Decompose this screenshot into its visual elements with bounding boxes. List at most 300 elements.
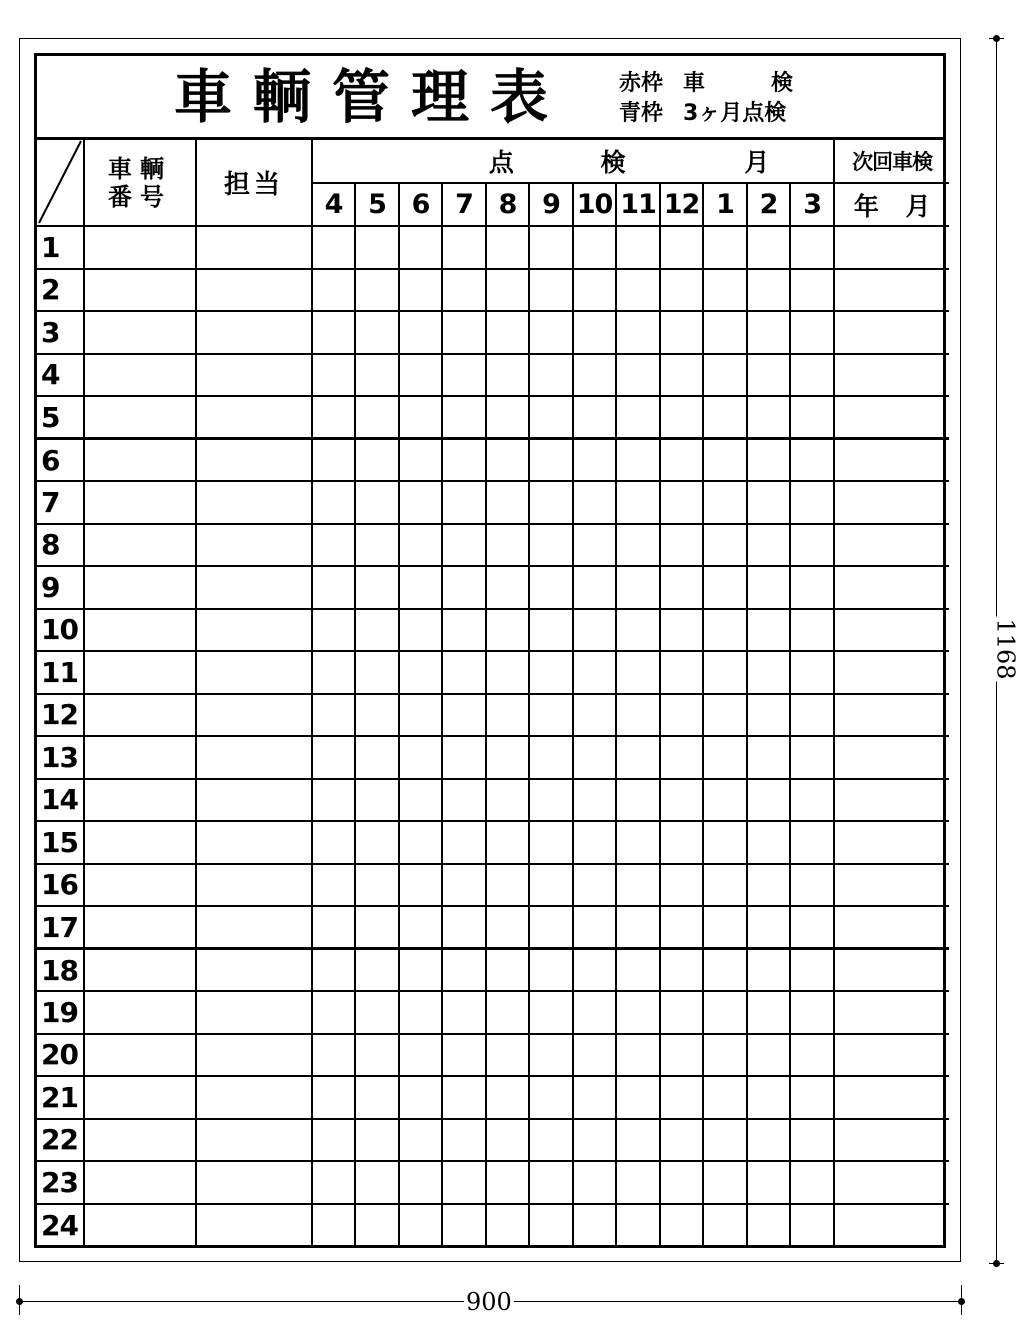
header-inspection-month-char-1: 点 — [488, 148, 514, 177]
month-check-cell — [486, 651, 529, 694]
month-check-cell — [399, 864, 442, 907]
month-check-cell — [399, 396, 442, 439]
month-check-cell — [790, 736, 834, 779]
person-cell — [196, 694, 312, 737]
month-check-cell — [790, 1161, 834, 1204]
month-check-cell — [399, 1161, 442, 1204]
month-check-cell — [703, 566, 747, 609]
header-inspection-month-char-3: 月 — [744, 148, 770, 177]
month-check-cell — [529, 269, 573, 312]
vehicle-number-cell — [84, 1034, 196, 1077]
header-month-11: 2 — [747, 183, 790, 226]
month-check-cell — [616, 906, 660, 949]
month-check-cell — [703, 949, 747, 992]
height-dimension-label: 1168 — [991, 618, 1020, 680]
month-check-cell — [573, 1034, 616, 1077]
month-check-cell — [747, 566, 790, 609]
table-row — [37, 481, 949, 524]
month-check-cell — [703, 396, 747, 439]
month-check-cell — [355, 906, 399, 949]
month-check-cell — [616, 1119, 660, 1162]
month-check-cell — [790, 906, 834, 949]
month-check-cell — [529, 566, 573, 609]
month-check-cell — [573, 821, 616, 864]
month-check-cell — [790, 1076, 834, 1119]
month-check-cell — [399, 1119, 442, 1162]
month-check-cell — [616, 694, 660, 737]
month-check-cell — [660, 439, 703, 482]
month-check-cell — [616, 226, 660, 269]
header-month-12: 3 — [790, 183, 834, 226]
month-check-cell — [747, 651, 790, 694]
month-check-cell — [660, 566, 703, 609]
month-check-cell — [790, 354, 834, 397]
month-check-cell — [616, 651, 660, 694]
person-cell — [196, 1204, 312, 1247]
month-check-cell — [312, 694, 355, 737]
month-check-cell — [703, 226, 747, 269]
width-dimension-right-dot — [958, 1298, 965, 1305]
vehicle-number-cell — [84, 396, 196, 439]
row-number: 24 — [37, 1204, 84, 1247]
month-check-cell — [790, 609, 834, 652]
next-inspection-cell — [834, 821, 949, 864]
month-check-cell — [486, 269, 529, 312]
row-number: 21 — [37, 1076, 84, 1119]
month-check-cell — [747, 396, 790, 439]
month-check-cell — [660, 1161, 703, 1204]
month-check-cell — [616, 779, 660, 822]
month-check-cell — [790, 694, 834, 737]
table-row — [37, 1119, 949, 1162]
row-number: 17 — [37, 906, 84, 949]
month-check-cell — [442, 991, 486, 1034]
month-check-cell — [486, 821, 529, 864]
month-check-cell — [790, 1204, 834, 1247]
month-check-cell — [312, 609, 355, 652]
month-check-cell — [486, 524, 529, 567]
month-check-cell — [616, 1034, 660, 1077]
month-check-cell — [355, 736, 399, 779]
vehicle-number-cell — [84, 906, 196, 949]
person-cell — [196, 779, 312, 822]
month-check-cell — [747, 864, 790, 907]
month-check-cell — [486, 1034, 529, 1077]
corner-diagonal-line — [37, 140, 82, 224]
month-check-cell — [312, 949, 355, 992]
month-check-cell — [790, 481, 834, 524]
vehicle-number-cell — [84, 524, 196, 567]
month-check-cell — [529, 226, 573, 269]
table-row — [37, 906, 949, 949]
month-check-cell — [312, 651, 355, 694]
next-inspection-cell — [834, 269, 949, 312]
vehicle-number-cell — [84, 736, 196, 779]
month-check-cell — [486, 354, 529, 397]
header-month-3: 6 — [399, 183, 442, 226]
month-check-cell — [616, 1076, 660, 1119]
month-check-cell — [616, 821, 660, 864]
table-row — [37, 949, 949, 992]
table-row — [37, 354, 949, 397]
month-check-cell — [486, 1161, 529, 1204]
month-check-cell — [529, 1204, 573, 1247]
month-check-cell — [486, 439, 529, 482]
vehicle-number-cell — [84, 821, 196, 864]
month-check-cell — [442, 226, 486, 269]
header-month-9: 12 — [660, 183, 703, 226]
month-check-cell — [660, 949, 703, 992]
month-check-cell — [616, 736, 660, 779]
width-dimension-label: 900 — [466, 1288, 512, 1316]
month-check-cell — [703, 524, 747, 567]
month-check-cell — [616, 311, 660, 354]
month-check-cell — [660, 1204, 703, 1247]
month-check-cell — [486, 1119, 529, 1162]
month-check-cell — [703, 736, 747, 779]
month-check-cell — [790, 439, 834, 482]
month-check-cell — [399, 694, 442, 737]
month-check-cell — [747, 269, 790, 312]
month-check-cell — [573, 736, 616, 779]
month-check-cell — [703, 821, 747, 864]
person-cell — [196, 566, 312, 609]
month-check-cell — [399, 439, 442, 482]
person-cell — [196, 991, 312, 1034]
month-check-cell — [312, 226, 355, 269]
month-check-cell — [399, 609, 442, 652]
month-check-cell — [703, 694, 747, 737]
vehicle-number-cell — [84, 354, 196, 397]
month-check-cell — [312, 269, 355, 312]
month-check-cell — [660, 396, 703, 439]
month-check-cell — [355, 1204, 399, 1247]
month-check-cell — [747, 821, 790, 864]
month-check-cell — [660, 821, 703, 864]
month-check-cell — [790, 864, 834, 907]
vehicle-number-cell — [84, 779, 196, 822]
month-check-cell — [747, 226, 790, 269]
month-check-cell — [355, 651, 399, 694]
next-inspection-cell — [834, 779, 949, 822]
month-check-cell — [399, 736, 442, 779]
person-cell — [196, 439, 312, 482]
header-month-2: 5 — [355, 183, 399, 226]
month-check-cell — [573, 651, 616, 694]
month-check-cell — [399, 566, 442, 609]
month-check-cell — [747, 1204, 790, 1247]
month-check-cell — [399, 821, 442, 864]
month-check-cell — [703, 864, 747, 907]
row-number: 13 — [37, 736, 84, 779]
month-check-cell — [703, 1119, 747, 1162]
row-number: 15 — [37, 821, 84, 864]
month-check-cell — [355, 311, 399, 354]
month-check-cell — [790, 991, 834, 1034]
next-inspection-cell — [834, 354, 949, 397]
next-inspection-cell — [834, 524, 949, 567]
height-dimension-bottom-dot — [993, 1260, 1000, 1267]
row-number: 1 — [37, 226, 84, 269]
month-check-cell — [529, 1076, 573, 1119]
month-check-cell — [747, 524, 790, 567]
header-next-inspection: 次回車検 — [834, 140, 949, 183]
header-month-8: 11 — [616, 183, 660, 226]
month-check-cell — [486, 736, 529, 779]
person-cell — [196, 1161, 312, 1204]
board-title: 車輌管理表 — [174, 63, 570, 131]
table-row — [37, 609, 949, 652]
month-check-cell — [747, 1034, 790, 1077]
month-check-cell — [399, 524, 442, 567]
month-check-cell — [660, 269, 703, 312]
month-check-cell — [616, 439, 660, 482]
month-check-cell — [355, 524, 399, 567]
month-check-cell — [486, 906, 529, 949]
month-check-cell — [573, 779, 616, 822]
month-check-cell — [442, 311, 486, 354]
table-row — [37, 396, 949, 439]
next-inspection-cell — [834, 396, 949, 439]
month-check-cell — [573, 609, 616, 652]
month-check-cell — [486, 694, 529, 737]
month-check-cell — [312, 1204, 355, 1247]
month-check-cell — [312, 481, 355, 524]
table-row — [37, 1034, 949, 1077]
month-check-cell — [703, 311, 747, 354]
table-row — [37, 821, 949, 864]
month-check-cell — [529, 736, 573, 779]
row-number: 16 — [37, 864, 84, 907]
next-inspection-cell — [834, 864, 949, 907]
month-check-cell — [355, 226, 399, 269]
month-check-cell — [660, 736, 703, 779]
month-check-cell — [573, 1076, 616, 1119]
month-check-cell — [573, 269, 616, 312]
month-check-cell — [486, 949, 529, 992]
month-check-cell — [616, 269, 660, 312]
month-check-cell — [573, 481, 616, 524]
person-cell — [196, 1119, 312, 1162]
row-number: 3 — [37, 311, 84, 354]
month-check-cell — [573, 354, 616, 397]
table-row — [37, 524, 949, 567]
person-cell — [196, 1034, 312, 1077]
month-check-cell — [355, 991, 399, 1034]
person-cell — [196, 651, 312, 694]
month-check-cell — [399, 1204, 442, 1247]
person-cell — [196, 1076, 312, 1119]
month-check-cell — [747, 736, 790, 779]
vehicle-number-cell — [84, 566, 196, 609]
month-check-cell — [660, 524, 703, 567]
month-check-cell — [312, 566, 355, 609]
month-check-cell — [616, 991, 660, 1034]
height-dimension-top-dot — [993, 35, 1000, 42]
month-check-cell — [312, 1161, 355, 1204]
vehicle-number-cell — [84, 991, 196, 1034]
month-check-cell — [660, 991, 703, 1034]
month-check-cell — [399, 269, 442, 312]
month-check-cell — [486, 1204, 529, 1247]
month-check-cell — [442, 651, 486, 694]
row-number: 4 — [37, 354, 84, 397]
header-person-in-charge: 担当 — [196, 140, 312, 226]
month-check-cell — [355, 1161, 399, 1204]
person-cell — [196, 311, 312, 354]
month-check-cell — [660, 354, 703, 397]
month-check-cell — [660, 779, 703, 822]
next-inspection-cell — [834, 694, 949, 737]
month-check-cell — [442, 906, 486, 949]
month-check-cell — [529, 524, 573, 567]
month-check-cell — [616, 949, 660, 992]
month-check-cell — [703, 991, 747, 1034]
month-check-cell — [573, 1204, 616, 1247]
month-check-cell — [660, 864, 703, 907]
month-check-cell — [399, 949, 442, 992]
table-row — [37, 991, 949, 1034]
next-inspection-cell — [834, 1119, 949, 1162]
row-number: 7 — [37, 481, 84, 524]
month-check-cell — [747, 354, 790, 397]
month-check-cell — [747, 949, 790, 992]
month-check-cell — [312, 1076, 355, 1119]
month-check-cell — [573, 524, 616, 567]
row-number: 8 — [37, 524, 84, 567]
month-check-cell — [355, 864, 399, 907]
legend-blue-frame-label: 青枠 — [619, 101, 664, 126]
month-check-cell — [399, 481, 442, 524]
next-inspection-cell — [834, 311, 949, 354]
month-check-cell — [747, 311, 790, 354]
month-check-cell — [790, 311, 834, 354]
month-check-cell — [790, 1034, 834, 1077]
month-check-cell — [529, 354, 573, 397]
month-check-cell — [616, 1161, 660, 1204]
month-check-cell — [616, 354, 660, 397]
vehicle-number-cell — [84, 1161, 196, 1204]
month-check-cell — [486, 396, 529, 439]
month-check-cell — [660, 1034, 703, 1077]
month-check-cell — [442, 949, 486, 992]
month-check-cell — [747, 991, 790, 1034]
table-row — [37, 1204, 949, 1247]
month-check-cell — [573, 439, 616, 482]
month-check-cell — [703, 1034, 747, 1077]
header-vehicle-number-line2: 番号 — [108, 182, 172, 211]
month-check-cell — [660, 609, 703, 652]
month-check-cell — [747, 609, 790, 652]
month-check-cell — [442, 269, 486, 312]
month-check-cell — [399, 651, 442, 694]
month-check-cell — [355, 439, 399, 482]
month-check-cell — [573, 396, 616, 439]
person-cell — [196, 906, 312, 949]
month-check-cell — [355, 1076, 399, 1119]
table-row — [37, 694, 949, 737]
month-check-cell — [660, 226, 703, 269]
vehicle-number-cell — [84, 1119, 196, 1162]
next-inspection-cell — [834, 651, 949, 694]
legend-blue-frame-meaning: 3ヶ月点検 — [683, 101, 787, 126]
month-check-cell — [486, 1076, 529, 1119]
next-inspection-cell — [834, 949, 949, 992]
month-check-cell — [616, 481, 660, 524]
month-check-cell — [442, 1161, 486, 1204]
table-row — [37, 566, 949, 609]
month-check-cell — [442, 566, 486, 609]
month-check-cell — [660, 481, 703, 524]
month-check-cell — [747, 481, 790, 524]
month-check-cell — [747, 779, 790, 822]
table-row — [37, 779, 949, 822]
month-check-cell — [573, 694, 616, 737]
month-check-cell — [529, 991, 573, 1034]
next-inspection-cell — [834, 609, 949, 652]
month-check-cell — [790, 524, 834, 567]
month-check-cell — [399, 354, 442, 397]
next-inspection-cell — [834, 991, 949, 1034]
month-check-cell — [355, 1034, 399, 1077]
vehicle-number-cell — [84, 269, 196, 312]
row-number: 18 — [37, 949, 84, 992]
header-inspection-month-char-2: 検 — [600, 148, 626, 177]
month-check-cell — [355, 949, 399, 992]
vehicle-number-cell — [84, 481, 196, 524]
month-check-cell — [747, 439, 790, 482]
month-check-cell — [703, 779, 747, 822]
legend-red-frame-meaning: 車 検 — [683, 71, 794, 96]
month-check-cell — [355, 396, 399, 439]
month-check-cell — [529, 949, 573, 992]
table-row — [37, 1076, 949, 1119]
month-check-cell — [486, 991, 529, 1034]
person-cell — [196, 736, 312, 779]
month-check-cell — [442, 736, 486, 779]
month-check-cell — [703, 1161, 747, 1204]
month-check-cell — [355, 354, 399, 397]
person-cell — [196, 226, 312, 269]
month-check-cell — [312, 906, 355, 949]
next-inspection-cell — [834, 1034, 949, 1077]
month-check-cell — [616, 864, 660, 907]
row-number: 23 — [37, 1161, 84, 1204]
person-cell — [196, 524, 312, 567]
month-check-cell — [573, 1119, 616, 1162]
month-check-cell — [790, 651, 834, 694]
month-check-cell — [312, 1034, 355, 1077]
header-month-5: 8 — [486, 183, 529, 226]
month-check-cell — [660, 1119, 703, 1162]
next-inspection-cell — [834, 906, 949, 949]
month-check-cell — [486, 566, 529, 609]
row-number: 19 — [37, 991, 84, 1034]
month-check-cell — [312, 439, 355, 482]
month-check-cell — [529, 609, 573, 652]
table-row — [37, 651, 949, 694]
month-check-cell — [442, 864, 486, 907]
person-cell — [196, 481, 312, 524]
month-check-cell — [529, 1161, 573, 1204]
vehicle-number-cell — [84, 1076, 196, 1119]
month-check-cell — [529, 821, 573, 864]
row-number: 10 — [37, 609, 84, 652]
month-check-cell — [355, 481, 399, 524]
next-inspection-cell — [834, 481, 949, 524]
month-check-cell — [312, 779, 355, 822]
month-check-cell — [660, 694, 703, 737]
